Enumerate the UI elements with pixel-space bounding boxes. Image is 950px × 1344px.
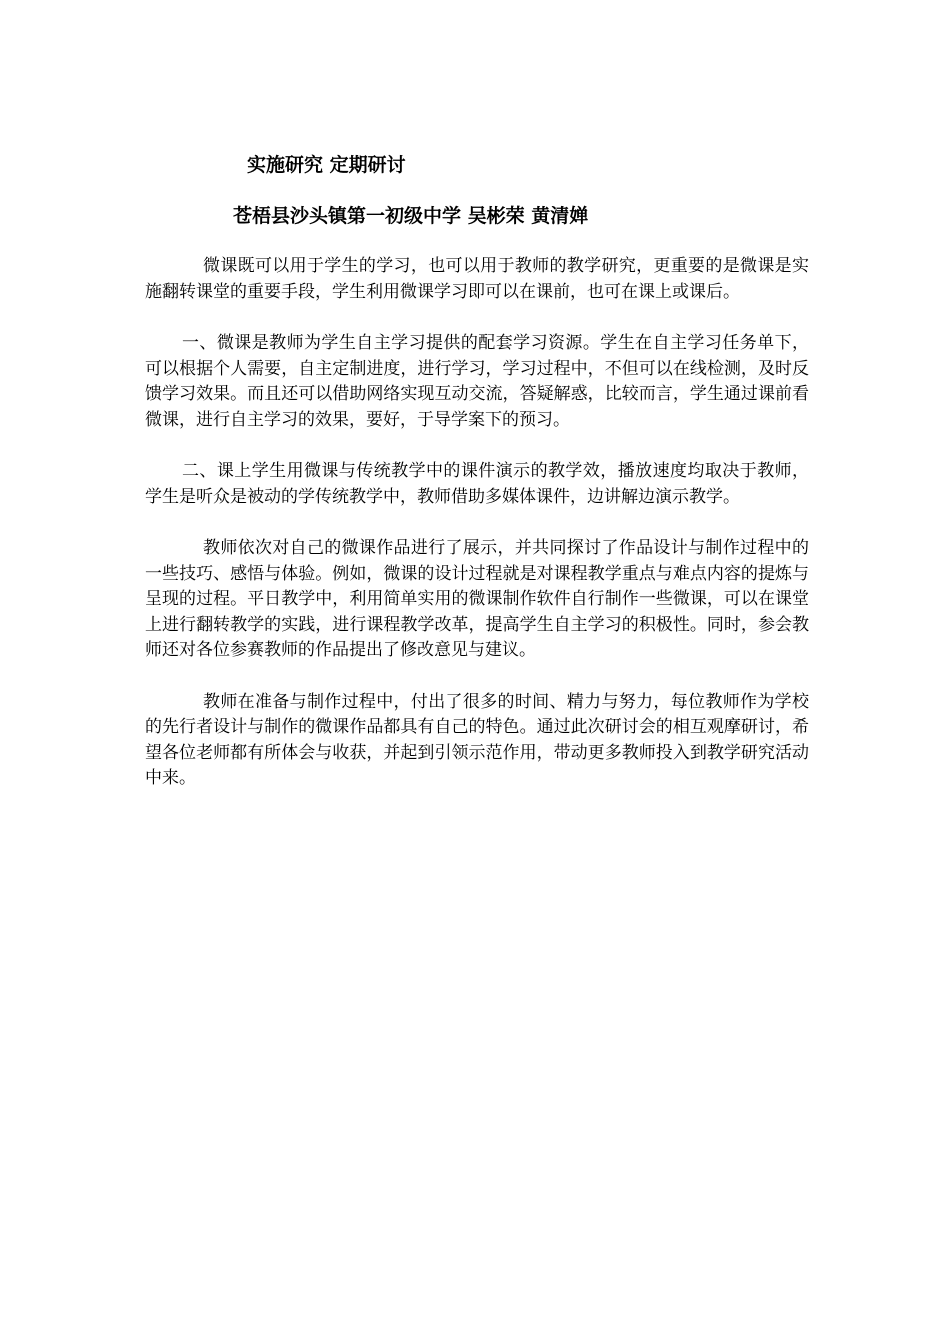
document-body <box>145 254 809 818</box>
document-title: 实施研究 定期研讨 <box>247 154 406 176</box>
paragraph-point-one: 一、微课是教师为学生自主学习提供的配套学习资源。学生在自主学习任务单下，可以根据个人需要，自主定制进度，进行学习，学习过程中，不但可以在线检测，及时反馈学习效果。而且还可以借助网络实现互动交流，答疑解惑，比较而言，学生通过课前看微课，进行自主学习的效果，要好，于导学案下的预习。 <box>145 333 809 430</box>
paragraph-point-two: 二、课上学生用微课与传统教学中的课件演示的教学效，播放速度均取决于教师，学生是听众是被动的学传统教学中，教师借助多媒体课件，边讲解边演示教学。 <box>145 461 809 507</box>
author-byline: 苍梧县沙头镇第一初级中学 吴彬荣 黄清婵 <box>233 205 589 227</box>
paragraph-showcase: 教师依次对自己的微课作品进行了展示，并共同探讨了作品设计与制作过程中的一些技巧、感悟与体验。例如，微课的设计过程就是对课程教学重点与难点内容的提炼与呈现的过程。平日教学中，利用简单实用的微课制作软件自行制作一些微课，可以在课堂上进行翻转教学的实践，进行课程教学改革，提高学生自主学习的积极性。同时，参会教师还对各位参赛教师的作品提出了修改意见与建议。 <box>145 538 809 660</box>
paragraph-intro: 微课既可以用于学生的学习，也可以用于教师的教学研究，更重要的是微课是实施翻转课堂的重要手段，学生利用微课学习即可以在课前，也可在课上或课后。 <box>145 256 809 302</box>
paragraph-conclusion: 教师在准备与制作过程中，付出了很多的时间、精力与努力，每位教师作为学校的先行者设计与制作的微课作品都具有自己的特色。通过此次研讨会的相互观摩研讨，希望各位老师都有所体会与收获，并起到引领示范作用，带动更多教师投入到教学研究活动中来。 <box>145 691 809 788</box>
